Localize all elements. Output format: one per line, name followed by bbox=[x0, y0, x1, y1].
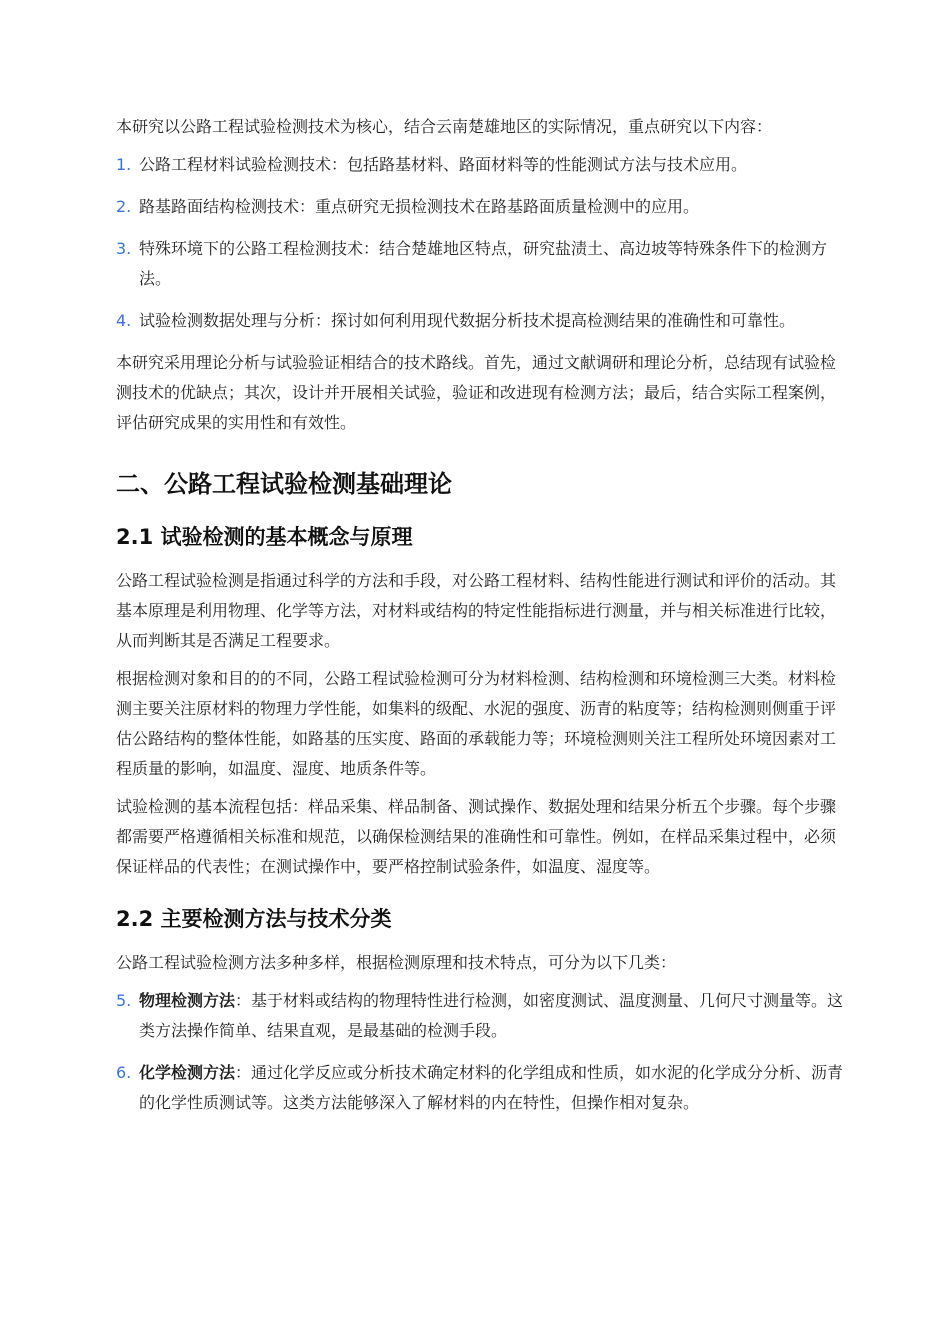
list-number: 1. bbox=[116, 155, 132, 174]
section-heading-2-2: 2.2 主要检测方法与技术分类 bbox=[116, 907, 392, 931]
section-heading-2-1: 2.1 试验检测的基本概念与原理 bbox=[116, 525, 413, 549]
research-content-list bbox=[116, 150, 850, 336]
list-item-text: ：通过化学反应或分析技术确定材料的化学组成和性质，如水泥的化学成分分析、沥青的化学性质测试等。这类方法能够深入了解材料的内在特性，但操作相对复杂。 bbox=[139, 1063, 844, 1112]
paragraph: 试验检测的基本流程包括：样品采集、样品制备、测试操作、数据处理和结果分析五个步骤。每个步骤都需要严格遵循相关标准和规范，以确保检测结果的准确性和可靠性。例如，在样品采集过程中，必须保证样品的代表性；在测试操作中，要严格控制试验条件，如温度、湿度等。 bbox=[116, 797, 837, 876]
paragraph: 根据检测对象和目的的不同，公路工程试验检测可分为材料检测、结构检测和环境检测三大类。材料检测主要关注原材料的物理力学性能，如集料的级配、水泥的强度、沥青的粘度等；结构检测则侧重于评估公路结构的整体性能，如路基的压实度、路面的承载能力等；环境检测则关注工程所处环境因素对工程质量的影响，如温度、湿度、地质条件等。 bbox=[116, 669, 837, 778]
list-item-text: 公路工程材料试验检测技术：包括路基材料、路面材料等的性能测试方法与技术应用。 bbox=[139, 155, 748, 174]
list-item-text: 特殊环境下的公路工程检测技术：结合楚雄地区特点，研究盐渍土、高边坡等特殊条件下的检测方法。 bbox=[139, 239, 828, 288]
list-item bbox=[116, 1058, 850, 1118]
list-item-text: 路基路面结构检测技术：重点研究无损检测技术在路基路面质量检测中的应用。 bbox=[139, 197, 700, 216]
list-item-text: 试验检测数据处理与分析：探讨如何利用现代数据分析技术提高检测结果的准确性和可靠性。 bbox=[139, 311, 796, 330]
paragraph: 公路工程试验检测是指通过科学的方法和手段，对公路工程材料、结构性能进行测试和评价的活动。其基本原理是利用物理、化学等方法，对材料或结构的特定性能指标进行测量，并与相关标准进行比较，从而判断其是否满足工程要求。 bbox=[116, 571, 837, 650]
list-item-term: 化学检测方法 bbox=[139, 1063, 236, 1082]
list-number: 5. bbox=[116, 991, 132, 1010]
paragraph: 公路工程试验检测方法多种多样，根据检测原理和技术特点，可分为以下几类： bbox=[116, 953, 677, 972]
list-item bbox=[116, 150, 850, 180]
list-item bbox=[116, 986, 850, 1046]
document-page bbox=[116, 112, 850, 1130]
list-item bbox=[116, 306, 850, 336]
technical-route-paragraph: 本研究采用理论分析与试验验证相结合的技术路线。首先，通过文献调研和理论分析，总结现有试验检测技术的优缺点；其次，设计并开展相关试验，验证和改进现有检测方法；最后，结合实际工程案例，评估研究成果的实用性和有效性。 bbox=[116, 353, 837, 432]
chapter-heading: 二、公路工程试验检测基础理论 bbox=[116, 470, 452, 498]
list-item-text: ：基于材料或结构的物理特性进行检测，如密度测试、温度测量、几何尺寸测量等。这类方法操作简单、结果直观，是最基础的检测手段。 bbox=[139, 991, 844, 1040]
list-number: 2. bbox=[116, 197, 132, 216]
list-number: 3. bbox=[116, 239, 132, 258]
method-list bbox=[116, 986, 850, 1118]
intro-lead: 本研究以公路工程试验检测技术为核心，结合云南楚雄地区的实际情况，重点研究以下内容： bbox=[116, 117, 773, 136]
list-item bbox=[116, 234, 850, 294]
list-number: 6. bbox=[116, 1063, 132, 1082]
list-number: 4. bbox=[116, 311, 132, 330]
list-item bbox=[116, 192, 850, 222]
list-item-term: 物理检测方法 bbox=[139, 991, 236, 1010]
